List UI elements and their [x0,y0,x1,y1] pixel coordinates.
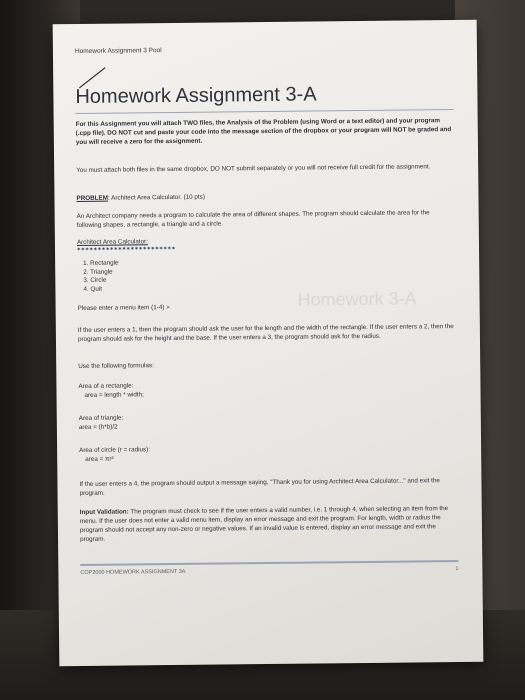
menu-list [77,256,455,294]
circle-label: Area of circle (r = radius): [79,446,151,454]
footer-course: COP2000 HOMEWORK ASSIGNMENT 3A [80,568,186,576]
page-title: Homework Assignment 3-A [75,83,317,109]
tri-label: Area of triangle: [78,414,124,422]
page-content [74,20,459,576]
problem-heading [76,190,454,203]
menu-item-circle: 3. Circle [83,276,107,284]
description-paragraph: If the user enters a 1, then the program should ask the user for the length and the width of the rectangle. If the user enters a 2, then the program should ask for the height and the base. If the user enters a 3, the program should ask for the radius. [77,323,454,343]
rect-label: Area of a rectangle: [78,382,134,390]
quit-paragraph: If the user enters a 4, the program should output a message saying, "Thank you for using Architect Area Calculator..." and exit the program. [79,477,440,497]
formulas-intro: Use the following formulas: [78,362,154,370]
menu-item-rectangle: 1. Rectangle [83,259,119,267]
problem-label: PROBLEM [76,194,109,202]
page-number: 1 [455,566,459,573]
problem-text: An Architect company needs a program to calculate the area of different shapes. The program should calculate the area for the following shapes, a rectangle, a triangle and a circle. [76,209,430,229]
running-header: Homework Assignment 3 Pool [74,47,162,56]
menu-item-triangle: 2. Triangle [83,268,113,276]
submit-note: You must attach both files in the same dropbox, DO NOT submit separately or you will not receive full credit for the assignment. [76,163,431,174]
menu-prompt: Please enter a menu item (1-4) > [77,304,170,312]
circle-formula [79,442,457,464]
menu-title: Architect Area Calculator: [76,238,149,246]
circle-formula-text: area = πr² [85,455,114,463]
footer-rule [80,560,458,566]
title-underline [76,109,454,114]
validation-label: Input Validation: [79,508,129,516]
watermark: Homework 3-A [297,288,417,310]
rect-formula-text: area = length * width; [84,391,144,399]
menu-item-quit: 4. Quit [83,285,103,293]
problem-heading-text: : Architect Area Calculator. (10 pts) [107,193,205,202]
validation-paragraph [80,504,458,544]
intro-paragraph: For this Assignment you will attach TWO files, the Analysis of the Problem (using Word or a text editor) and your program (.cpp file). DO NOT cut and paste your code into the message section of the dropbox or your program will NOT be graded and you will receive a zero for the assignment. [75,117,452,147]
validation-text: The program must check to see if the user enters a valid number, i.e. 1 through 4, when selecting an item from the menu. If the user does not enter a valid menu item, display an error message and exit the program. For length, width or radius the program should not accept any non-zero or negative values. If an invalid value is entered, display an error message and exit the program. [79,505,449,543]
menu-stars: ************************ [76,245,176,254]
tri-formula [79,410,457,432]
paper-sheet [53,20,484,666]
rect-formula [78,378,456,400]
page-footer [80,566,458,576]
tri-formula-text: area = (h*b)/2 [78,423,118,431]
